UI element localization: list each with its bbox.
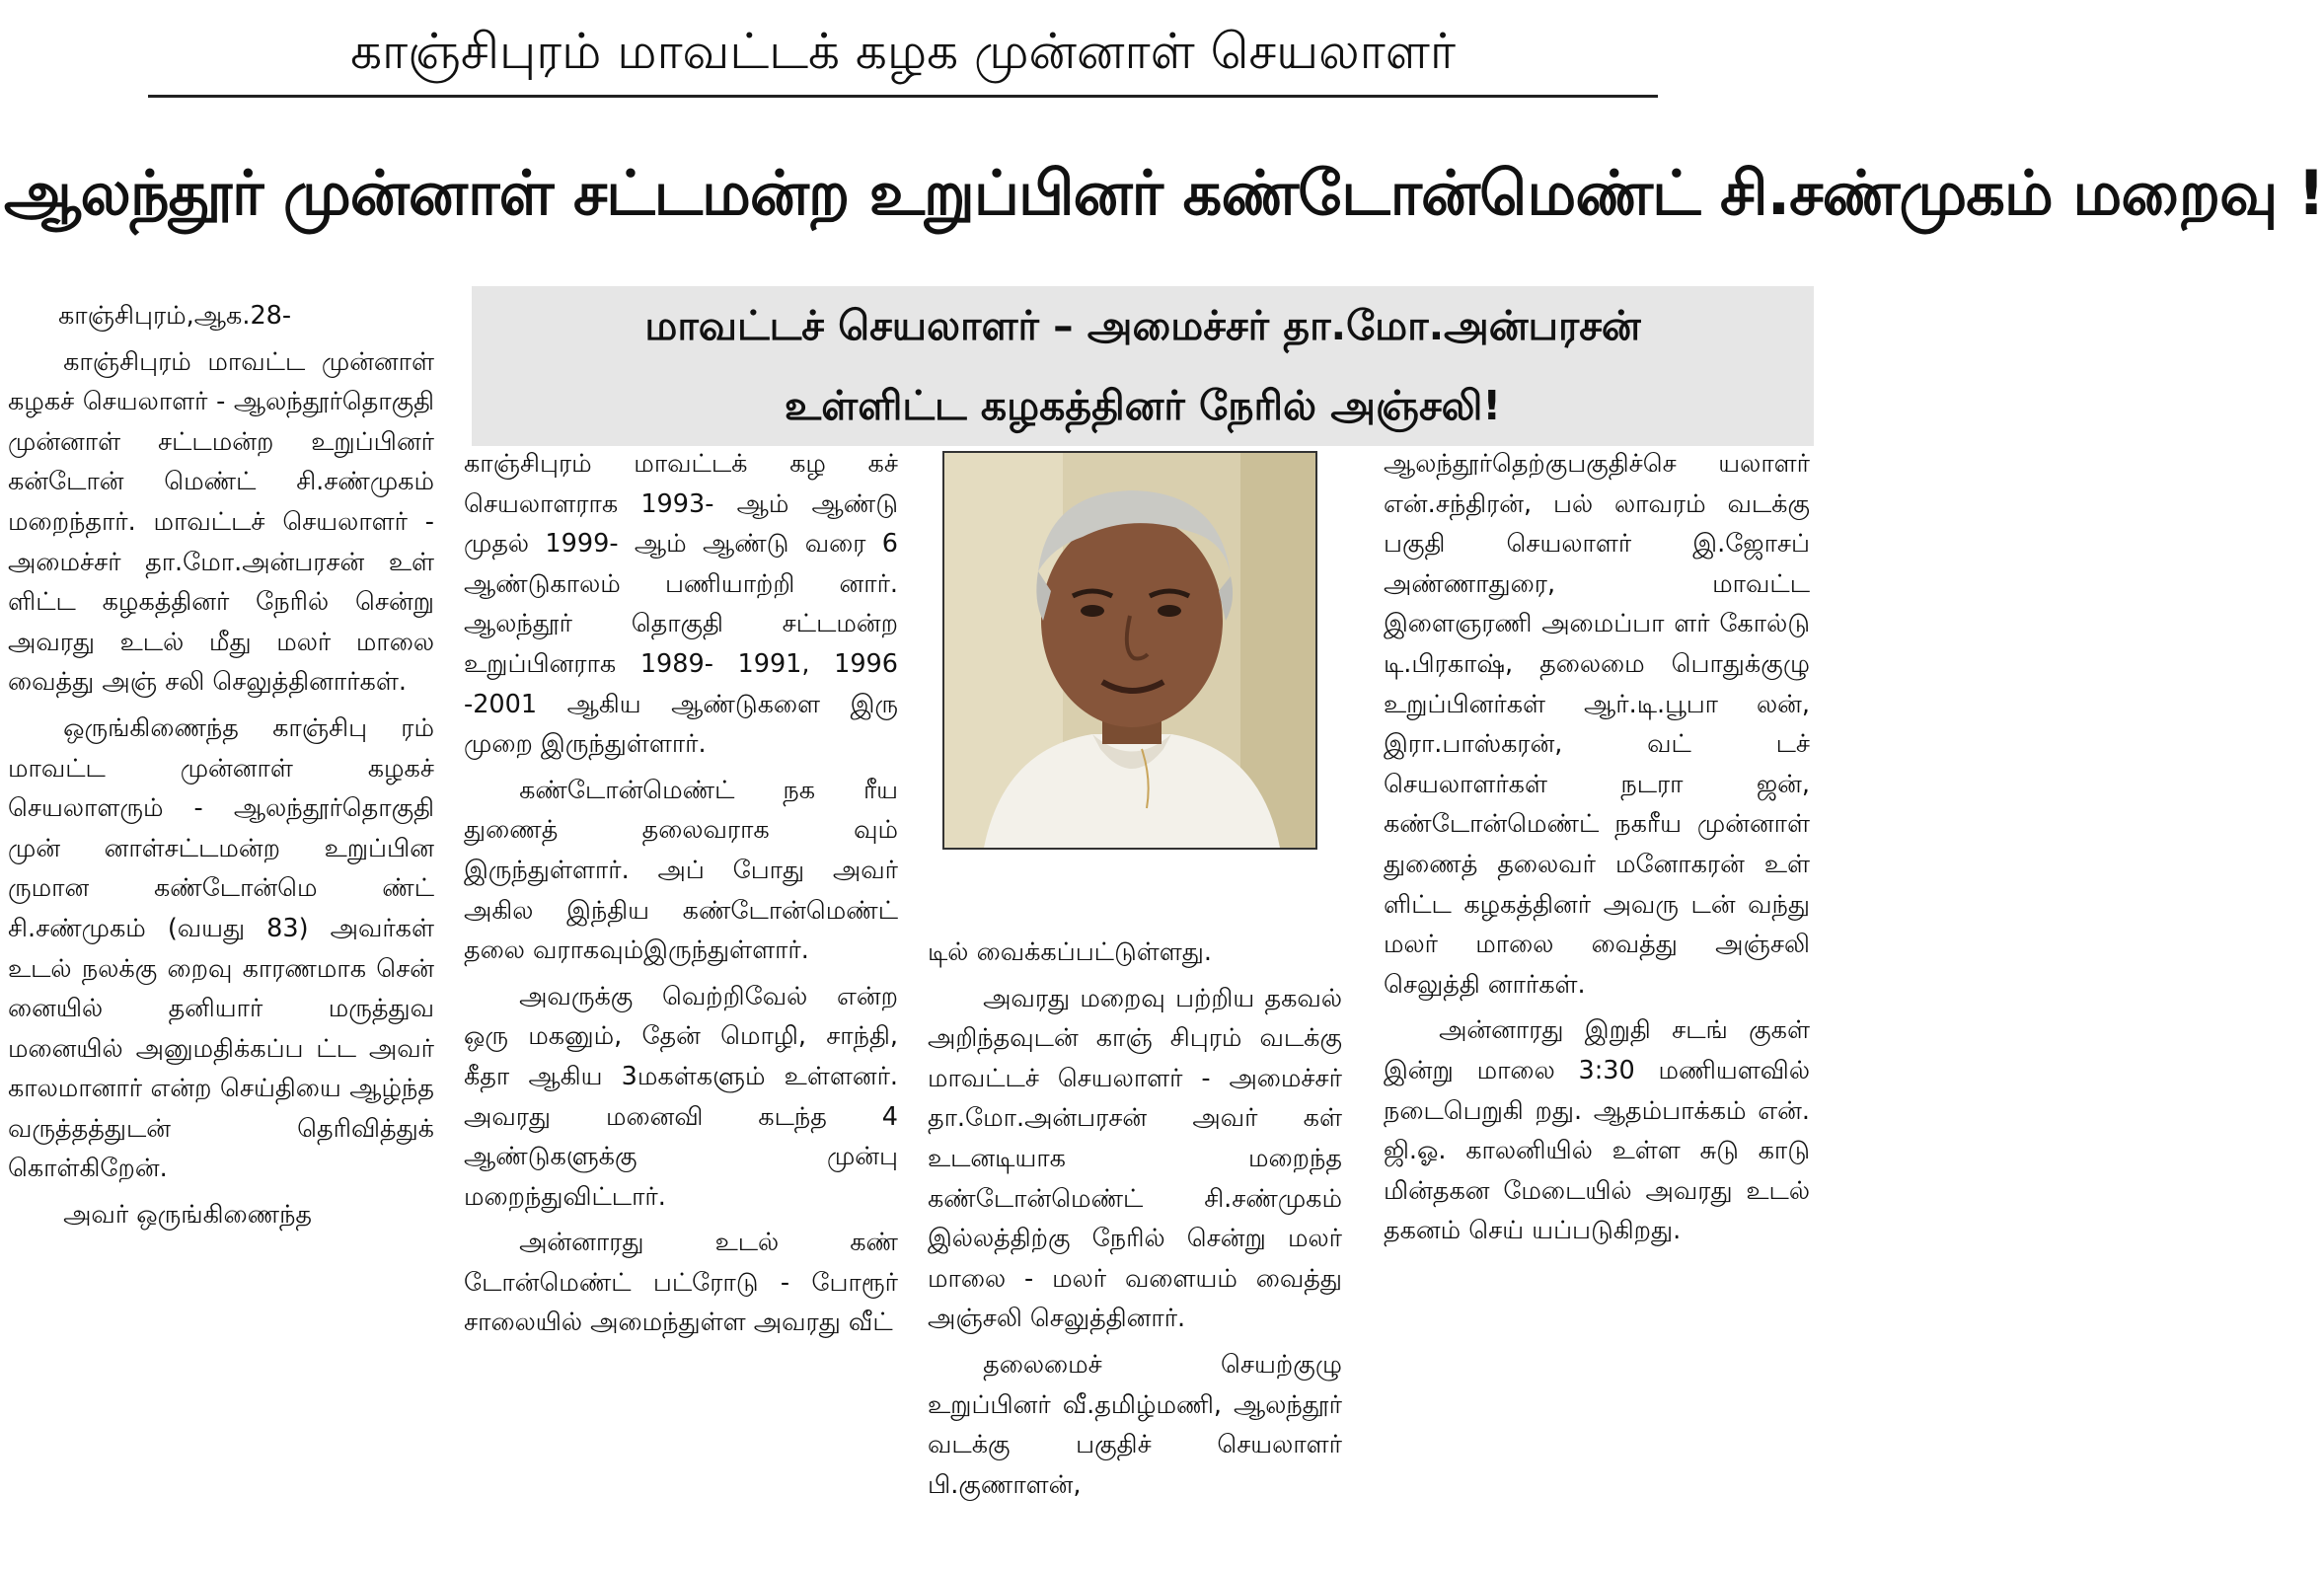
- portrait-illustration: [944, 453, 1315, 848]
- subheadline-line-1: மாவட்டச் செயலாளர் – அமைச்சர் தா.மோ.அன்பரசன்: [644, 302, 1641, 349]
- paragraph: அவரது மறைவு பற்றிய தகவல் அறிந்தவுடன் காஞ் சிபுரம் வடக்கு மாவட்டச் செயலாளர் - அமைச்சர் தா.மோ.அன்பரசன் அவர் கள் உடனடியாக மறைந்த கண்டோன்மெண்ட் சி.சண்முகம் இல்லத்திற்கு நேரில் சென்று மலர் மாலை - மலர் வளையம் வைத்து அஞ்சலி செலுத்தினார்.: [928, 983, 1342, 1334]
- article-column-3: [928, 933, 1342, 1564]
- paragraph: அவருக்கு வெற்றிவேல் என்ற ஒரு மகனும், தேன் மொழி, சாந்தி, கீதா ஆகிய 3மகள்களும் உள்ளனர். அவரது மனைவி கடந்த 4 ஆண்டுகளுக்கு முன்பு மறைந்துவிட்டார்.: [464, 981, 898, 1212]
- article-column-1: [8, 296, 434, 1564]
- paragraph: அன்னாரது உடல் கண் டோன்மெண்ட் பட்ரோடு - போரூர் சாலையில் அமைந்துள்ள அவரது வீட்: [464, 1228, 898, 1338]
- paragraph: ஆலந்தூர்தெற்குபகுதிச்செ யலாளர் என்.சந்திரன், பல் லாவரம் வடக்கு பகுதி செயலாளர் இ.ஜோசப் அண்ணாதுரை, மாவட்ட இளைஞரணி அமைப்பா ளர் கோல்டு டி.பிரகாஷ், தலைமை பொதுக்குழு உறுப்பினர்கள் ஆர்.டி.பூபா லன், இரா.பாஸ்கரன், வட் டச் செயலாளர்கள் நடரா ஜன், கண்டோன்மெண்ட் நகரீய முன்னாள் துணைத் தலைவர் மனோகரன் உள் ளிட்ட கழகத்தினர் அவரு டன் வந்து மலர் மாலை வைத்து அஞ்சலி செலுத்தி னார்கள்.: [1384, 449, 1810, 1000]
- kicker-headline: காஞ்சிபுரம் மாவட்டக் கழக முன்னாள் செயலாளர்: [350, 23, 1456, 80]
- portrait-photo: [942, 451, 1317, 850]
- kicker-rule: [148, 95, 1658, 98]
- article-column-4: [1384, 444, 1810, 1564]
- paragraph: தலைமைச் செயற்குழு உறுப்பினர் வீ.தமிழ்மணி, ஆலந்தூர் வடக்கு பகுதிச் செயலாளர் பி.குணாளன்,: [928, 1349, 1342, 1500]
- paragraph: காஞ்சிபுரம் மாவட்ட முன்னாள் கழகச் செயலாளர் - ஆலந்தூர்தொகுதி முன்னாள் சட்டமன்ற உறுப்பினர் கன்டோன் மெண்ட் சி.சண்முகம் மறைந்தார். மாவட்டச் செயலாளர் - அமைச்சர் தா.மோ.அன்பரசன் உள் ளிட்ட கழகத்தினர் நேரில் சென்று அவரது உடல் மீது மலர் மாலை வைத்து அஞ் சலி செலுத்தினார்கள்.: [8, 346, 434, 698]
- article-column-2: [464, 444, 898, 1564]
- subheadline-line-2: உள்ளிட்ட கழகத்தினர் நேரில் அஞ்சலி!: [784, 382, 1502, 429]
- paragraph: காஞ்சிபுரம் மாவட்டக் கழ கச் செயலாளராக 1993- ஆம் ஆண்டு முதல் 1999- ஆம் ஆண்டு வரை 6 ஆண்டுகாலம் பணியாற்றி னார். ஆலந்தூர் தொகுதி சட்டமன்ற உறுப்பினராக 1989- 1991, 1996 -2001 ஆகிய ஆண்டுகளை இரு முறை இருந்துள்ளார்.: [464, 449, 898, 760]
- main-headline: ஆலந்தூர் முன்னாள் சட்டமன்ற உறுப்பினர் கண்டோன்மெண்ட் சி.சண்முகம் மறைவு !: [4, 157, 2324, 229]
- dateline: காஞ்சிபுரம்,ஆக.28-: [58, 301, 292, 331]
- paragraph: ஒருங்கிணைந்த காஞ்சிபு ரம் மாவட்ட முன்னாள் கழகச் செயலாளரும் - ஆலந்தூர்தொகுதி முன் னாள்சட்டமன்ற உறுப்பின ருமான கண்டோன்மெ ண்ட் சி.சண்முகம் (வயது 83) அவர்கள் உடல் நலக்கு றைவு காரணமாக சென் னையில் தனியார் மருத்துவ மனையில் அனுமதிக்கப்ப ட்ட அவர் காலமானார் என்ற செய்தியை ஆழ்ந்த வருத்தத்துடன் தெரிவித்துக் கொள்கிறேன்.: [8, 712, 434, 1184]
- paragraph: டில் வைக்கப்பட்டுள்ளது.: [928, 937, 1212, 967]
- subheadline-box: [472, 286, 1814, 446]
- paragraph: கண்டோன்மெண்ட் நக ரீய துணைத் தலைவராக வும் இருந்துள்ளார். அப் போது அவர் அகில இந்திய கண்டோன்மெண்ட் தலை வராகவும்இருந்துள்ளார்.: [464, 775, 898, 966]
- paragraph: அவர் ஒருங்கிணைந்த: [63, 1200, 313, 1231]
- paragraph: அன்னாரது இறுதி சடங் குகள் இன்று மாலை 3:30 மணியளவில் நடைபெறுகி றது. ஆதம்பாக்கம் என். ஜி.ஓ. காலனியில் உள்ள சுடு காடு மின்தகன மேடையில் அவரது உடல் தகனம் செய் யப்படுகிறது.: [1384, 1015, 1810, 1246]
